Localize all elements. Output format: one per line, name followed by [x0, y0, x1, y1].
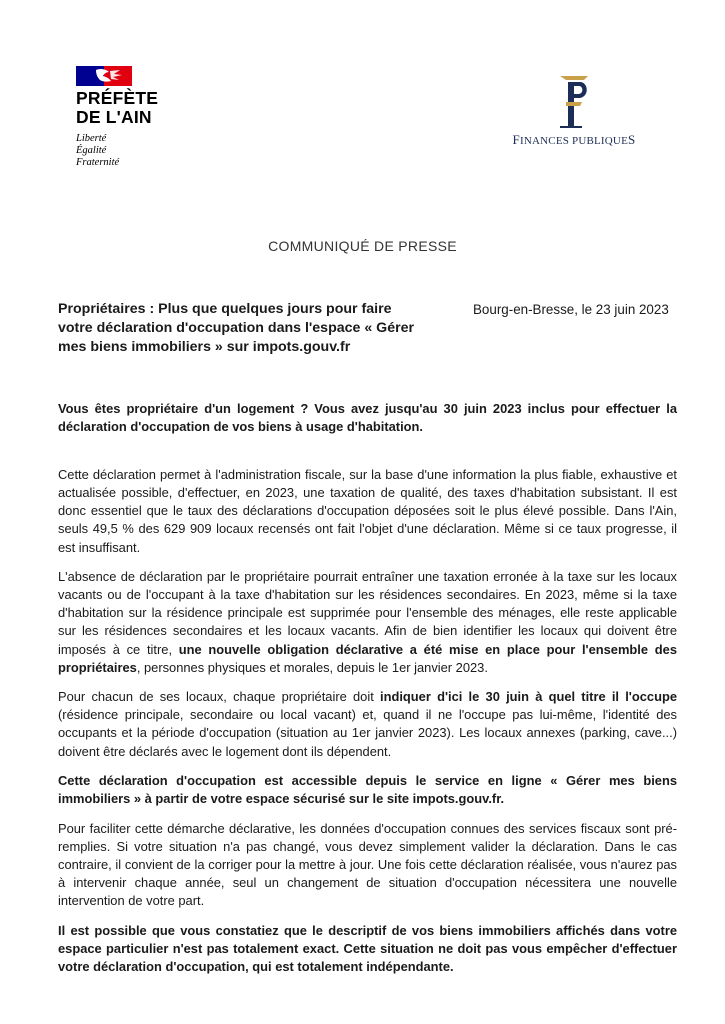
- motto-egalite: Égalité: [76, 145, 107, 156]
- finances-publiques-logo: [496, 70, 652, 148]
- marianne-flag-icon: [76, 66, 132, 86]
- paragraph-6: Il est possible que vous constatiez que le descriptif de vos biens immobiliers affichés dans votre espace particulier n'est pas totalement exact. Cette situation ne doit pas vous empêcher d'effectuer votre déclaration d'occupation, qui est totalement indépendante.: [58, 922, 677, 974]
- finances-publiques-emblem-icon: [554, 70, 594, 130]
- motto-fraternite: Fraternité: [76, 157, 120, 168]
- headline: Propriétaires : Plus que quelques jours pour faire votre déclaration d'occupation dans l'espace « Gérer mes biens immobiliers » sur impots.gouv.fr: [58, 301, 415, 355]
- wordmark-initial: F: [512, 132, 520, 147]
- paragraph-3-text-a: Pour chacun de ses locaux, chaque propriétaire doit: [58, 689, 381, 705]
- lead-paragraph: Vous êtes propriétaire d'un logement ? Vous avez jusqu'au 30 juin 2023 inclus pour effectuer la déclaration d'occupation de vos biens à usage d'habitation.: [58, 401, 677, 435]
- wordmark-body: INANCES PUBLIQUE: [519, 135, 628, 147]
- paragraph-1: Cette déclaration permet à l'administration fiscale, sur la base d'une information la plus fiable, exhaustive et actualisée possible, d'effectuer, en 2023, une taxation de qualité, des taxes d'habitation subsistant. Il est donc essentiel que le taux des déclarations d'occupation déposées soit le plus élevé possible. Dans l'Ain, seuls 49,5 % des 629 909 locaux recensés ont fait l'objet d'une déclaration. Même si ce taux progresse, il est insuffisant.: [58, 467, 677, 555]
- paragraph-2-text-a: L'absence de déclaration par le propriétaire pourrait entraîner une taxation erronée à la taxe sur les locaux vacants ou de l'occupant à la taxe d'habitation sur les résidences secondaires. En 2023, même si la taxe d'habitation sur la résidence principale est supprimée pour l'ensemble des ménages, elle reste applicable sur les résidences secondaires et les locaux vacants. Afin de bien identifier les locaux qui doivent être imposés à ce titre,: [58, 569, 677, 657]
- prefecture-logo: [76, 66, 176, 169]
- press-release-title: COMMUNIQUÉ DE PRESSE: [268, 238, 457, 254]
- dateline: Bourg-en-Bresse, le 23 juin 2023: [473, 302, 669, 317]
- motto-liberte: Liberté: [76, 133, 107, 144]
- paragraph-3-emphasis: indiquer d'ici le 30 juin à quel titre il l'occupe: [380, 689, 677, 705]
- paragraph-5: Pour faciliter cette démarche déclarative, les données d'occupation connues des services fiscaux sont pré-remplies. Si votre situation n'a pas changé, vous devez simplement valider la déclaration. Dans le cas contraire, il convient de la corriger pour la mettre à jour. Une fois cette déclaration réalisée, vous n'aurez pas à intervenir chaque année, seul un changement de situation d'occupation nécessitera une nouvelle intervention de votre part.: [58, 820, 677, 909]
- prefecture-name-line1: PRÉFÈTE: [76, 88, 159, 108]
- paragraph-2-text-b: , personnes physiques et morales, depuis le 1er janvier 2023.: [136, 659, 488, 675]
- republic-motto: [76, 133, 176, 169]
- paragraph-2: [58, 568, 677, 677]
- paragraph-3: [58, 688, 677, 760]
- paragraph-2-emphasis: une nouvelle obligation déclarative a été mise en place pour l'ensemble des propriétaires: [58, 641, 677, 675]
- paragraph-3-text-b: (résidence principale, secondaire ou local vacant) et, quand il ne l'occupe pas lui-même, l'identité des occupants et la période d'occupation (situation au 1er janvier 2023). Les locaux annexes (parking, cave...) doivent être déclarés avec le logement dont ils dépendent.: [58, 707, 677, 759]
- wordmark-final: S: [628, 132, 636, 147]
- prefecture-name-line2: DE L'AIN: [76, 107, 152, 127]
- paragraph-4: Cette déclaration d'occupation est accessible depuis le service en ligne « Gérer mes biens immobiliers » à partir de votre espace sécurisé sur le site impots.gouv.fr.: [58, 773, 677, 807]
- finances-publiques-wordmark: [496, 132, 652, 148]
- article-body: [58, 400, 677, 976]
